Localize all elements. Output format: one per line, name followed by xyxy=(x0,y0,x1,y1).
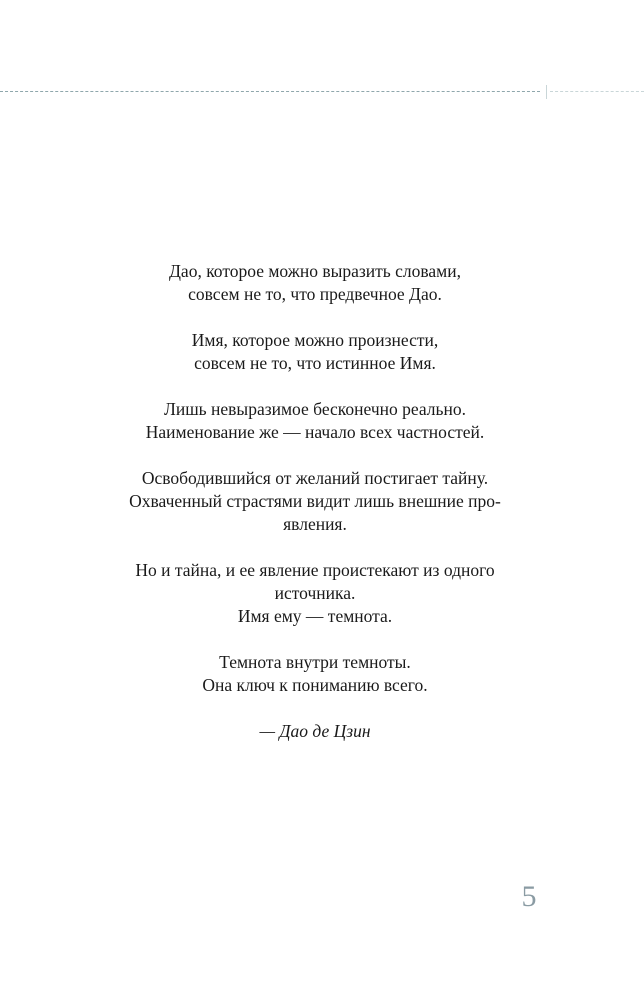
verse-line: Охваченный страстями видит лишь внешние про- xyxy=(129,491,501,511)
verse-line: Наименование же — начало всех частностей. xyxy=(145,422,485,442)
verse-line: Но и тайна, и ее явление проистекают из одного xyxy=(135,560,495,580)
page-number: 5 xyxy=(521,880,537,913)
verse-line: Она ключ к пониманию всего. xyxy=(202,675,428,695)
verse-line: совсем не то, что предвечное Дао. xyxy=(188,284,442,304)
verse-line: Имя, которое можно произнести, xyxy=(191,330,439,350)
stanza xyxy=(90,398,540,444)
verse-line: Лишь невыразимое бесконечно реально. xyxy=(163,399,467,419)
verse-line: Дао, которое можно выразить словами, xyxy=(168,261,461,281)
stanza xyxy=(90,329,540,375)
stanza xyxy=(90,651,540,697)
epigraph-attribution: — Дао де Цзин xyxy=(259,721,371,741)
header-dashed-rule xyxy=(0,91,540,92)
header-rule-marker xyxy=(546,85,547,99)
header-rule-tail-line xyxy=(550,91,644,92)
stanza xyxy=(90,559,540,628)
verse-line: явления. xyxy=(283,514,347,534)
verse-line: Освободившийся от желаний постигает тайну. xyxy=(141,468,489,488)
stanza xyxy=(90,260,540,306)
verse-line: Имя ему — темнота. xyxy=(237,606,393,626)
verse-line: источника. xyxy=(274,583,356,603)
verse-line: совсем не то, что истинное Имя. xyxy=(194,353,436,373)
epigraph xyxy=(90,260,540,743)
header-rule-tail xyxy=(546,85,644,99)
stanza xyxy=(90,467,540,536)
verse-line: Темнота внутри темноты. xyxy=(219,652,411,672)
